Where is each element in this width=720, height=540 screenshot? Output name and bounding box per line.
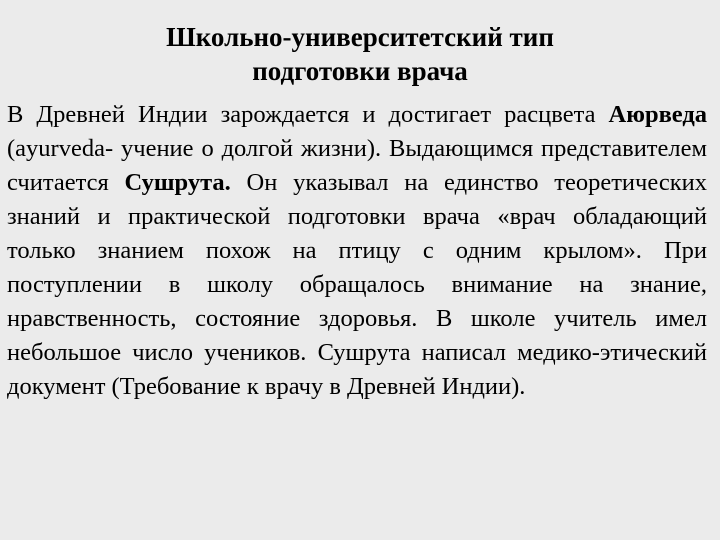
name-sushruta: Сушрута. bbox=[124, 169, 231, 196]
title-line-1: Школьно-университетский тип bbox=[166, 22, 554, 52]
body-text-part-1: В Древней Индии зарождается и достигает расцвета bbox=[7, 101, 609, 128]
body-text-part-2: (ayurveda- учение о долгой жизни). Выдающимся представителем считается bbox=[7, 135, 707, 196]
body-text-part-3: Он указывал на единство теоретических знаний и практической подготовки врача «врач обладающий только знанием похож на птицу с одним крылом». При поступлении в школу обращалось внимание на знание, нравственность, состояние здоровья. В школе учитель имел небольшое число учеников. Сушрута написал медико-этический документ (Требование к врачу в Древней Индии). bbox=[7, 169, 707, 400]
title-line-2: подготовки врача bbox=[252, 56, 468, 86]
slide-title bbox=[0, 20, 720, 88]
term-ayurveda: Аюрведа bbox=[608, 101, 707, 128]
body-paragraph bbox=[7, 98, 707, 404]
